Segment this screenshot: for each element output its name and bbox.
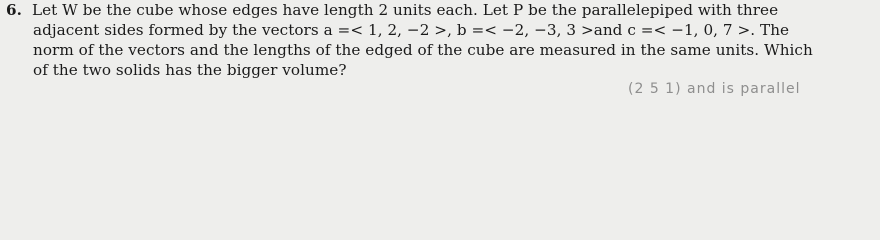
problem-line-1 (6, 0, 778, 20)
problem-text-line-1: Let W be the cube whose edges have length 2 units each. Let P be the parallelepiped with three (31, 1, 779, 19)
problem-line-2: adjacent sides formed by the vectors a =< 1, 2, −2 >, b =< −2, −3, 3 >and c =< −1, 0, 7 >. The (33, 21, 790, 39)
next-problem-fragment: (2 5 1) and is parallel (628, 81, 801, 97)
problem-line-3: norm of the vectors and the lengths of the edged of the cube are measured in the same units. Which (33, 41, 813, 59)
problem-number: 6. (6, 1, 22, 19)
problem-line-4: of the two solids has the bigger volume? (33, 61, 347, 79)
